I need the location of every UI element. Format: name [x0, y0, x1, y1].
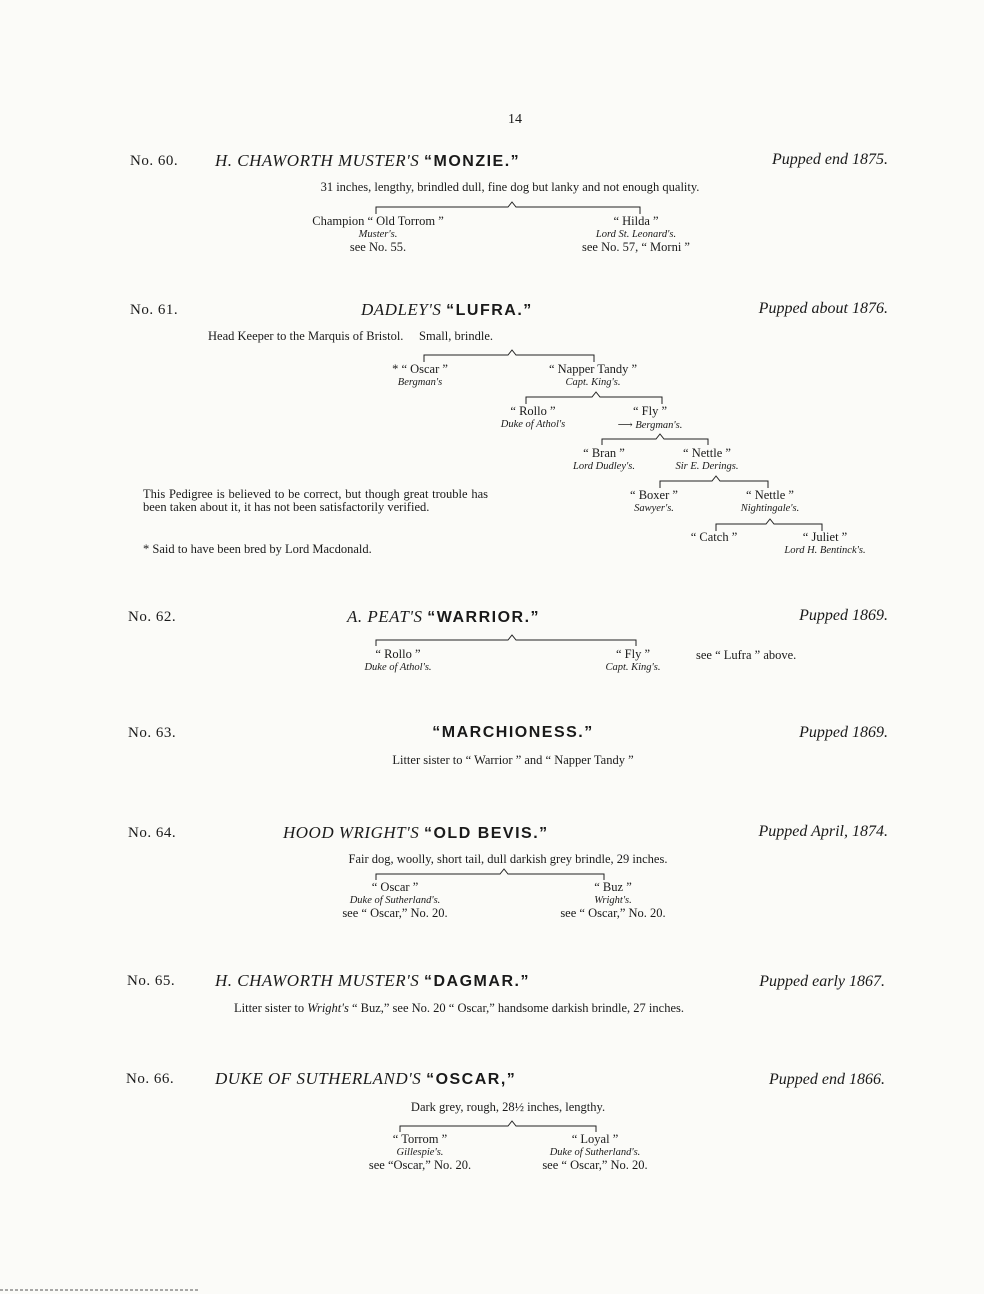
entry-61-sire [392, 362, 448, 388]
g5-dam-owner: Lord H. Bentinck's. [784, 545, 866, 556]
entry-66-sire [369, 1132, 471, 1173]
sire-owner: Duke of Athol's. [364, 662, 432, 673]
entry-60-number: No. 60. [130, 153, 179, 169]
sire-reference: see “ Oscar,” No. 20. [342, 906, 448, 920]
entry-61-g5-dam [784, 530, 865, 556]
entry-65-number: No. 65. [127, 973, 176, 989]
entry-64-dog-name: “OLD BEVIS.” [423, 825, 549, 842]
sire-owner: Gillespie's. [396, 1147, 444, 1158]
sire-reference: see “Oscar,” No. 20. [368, 1158, 472, 1172]
entry-61-description: Head Keeper to the Marquis of Bristol. Small, brindle. [208, 329, 494, 343]
g4-sire-owner: Sawyer's. [634, 503, 674, 514]
entry-62-reference: see “ Lufra ” above. [696, 648, 797, 662]
entry-61-pupped: Pupped about 1876. [758, 300, 888, 317]
entry-63-dog-name: “MARCHIONESS.” [432, 724, 594, 741]
granddam-owner-text: Bergman's. [635, 420, 683, 431]
granddam-owner [618, 419, 683, 431]
entry-66-dog-name: “OSCAR,” [426, 1071, 517, 1088]
sire-name: “ Rollo ” [375, 647, 421, 661]
g3-dam-name: “ Nettle ” [683, 446, 731, 460]
entry-66-owner: DUKE OF SUTHERLAND'S [215, 1069, 422, 1088]
entry-64-dam [560, 880, 665, 921]
entry-60-owner: H. CHAWORTH MUSTER'S [215, 151, 420, 170]
dam-owner: Duke of Sutherland's. [549, 1147, 641, 1158]
entry-64-description: Fair dog, woolly, short tail, dull darkish grey brindle, 29 inches. [348, 852, 668, 866]
entry-60-description: 31 inches, lengthy, brindled dull, fine dog but lanky and not enough quality. [320, 180, 700, 194]
entry-61-g4-dam [741, 488, 800, 514]
g3-sire-owner: Lord Dudley's. [573, 461, 635, 472]
entry-62-dam [605, 647, 660, 673]
sire-name: * “ Oscar ” [392, 362, 448, 376]
entry-61-owner: DADLEY'S [361, 300, 442, 319]
entry-62-number: No. 62. [128, 609, 177, 625]
entry-62-pupped: Pupped 1869. [799, 607, 888, 624]
entry-62-owner: A. PEAT'S [347, 607, 423, 626]
entry-60-sire [312, 214, 444, 255]
grandsire-name: “ Rollo ” [510, 404, 556, 418]
g5-dam-name: “ Juliet ” [802, 530, 848, 544]
sire-reference: see No. 55. [349, 240, 407, 254]
entry-61-number: No. 61. [130, 302, 179, 318]
entry-65-description [234, 1001, 684, 1016]
page-number: 14 [508, 112, 522, 127]
sire-owner: Duke of Sutherland's. [349, 895, 441, 906]
entry-64-heading [283, 823, 549, 843]
entry-61-granddam [618, 404, 683, 431]
dam-name: “ Loyal ” [571, 1132, 619, 1146]
entry-60-pupped: Pupped end 1875. [772, 151, 888, 168]
g4-sire-name: “ Boxer ” [630, 488, 678, 502]
entry-65-owner: H. CHAWORTH MUSTER'S [215, 971, 420, 990]
g3-sire-name: “ Bran ” [583, 446, 625, 460]
entry-65-dog-name: “DAGMAR.” [424, 973, 530, 990]
dam-name: “ Fly ” [615, 647, 651, 661]
granddam-name: “ Fly ” [632, 404, 668, 418]
entry-66-dam [542, 1132, 647, 1173]
sire-name: “ Oscar ” [371, 880, 419, 894]
entry-61-g3-dam [676, 446, 739, 472]
entry-61-heading [361, 300, 533, 320]
dam-reference: see No. 57, “ Morni ” [582, 240, 690, 254]
entry-61-dog-name: “LUFRA.” [446, 302, 533, 319]
desc-part-c: “ Buz,” see No. 20 “ Oscar,” handsome darkish brindle, 27 inches. [351, 1001, 684, 1015]
entry-61-grandsire [501, 404, 565, 430]
entry-64-pupped: Pupped April, 1874. [758, 823, 888, 840]
entry-61-g4-sire [630, 488, 678, 514]
dam-owner: Capt. King's. [565, 377, 621, 388]
entry-62-dog-name: “WARRIOR.” [427, 609, 541, 626]
entry-64-owner: HOOD WRIGHT'S [283, 823, 420, 842]
entry-66-number: No. 66. [126, 1071, 175, 1087]
entry-60-dam [582, 214, 690, 255]
dam-reference: see “ Oscar,” No. 20. [560, 906, 666, 920]
entry-66-heading [215, 1069, 516, 1089]
entry-66-pupped: Pupped end 1866. [769, 1071, 885, 1088]
dam-owner: Lord St. Leonard's. [595, 229, 677, 240]
dam-name: “ Buz ” [594, 880, 632, 894]
entry-63-number: No. 63. [128, 725, 177, 741]
entry-61-note: This Pedigree is believed to be correct, but though great trouble has been taken about it, it has not been satisfactorily verified. [143, 487, 488, 514]
dam-name: “ Hilda ” [613, 214, 659, 228]
dam-reference: see “ Oscar,” No. 20. [542, 1158, 648, 1172]
entry-63-pupped: Pupped 1869. [799, 724, 888, 741]
entry-64-number: No. 64. [128, 825, 177, 841]
arrow-icon: ⟶ [617, 420, 636, 431]
entry-61-dam [549, 362, 637, 388]
g5-sire-name: “ Catch ” [690, 530, 738, 544]
entry-60-heading [215, 151, 520, 171]
entry-66-description: Dark grey, rough, 28½ inches, lengthy. [410, 1100, 606, 1114]
dam-name: “ Napper Tandy ” [548, 362, 638, 376]
g4-dam-name: “ Nettle ” [746, 488, 794, 502]
sire-owner: Bergman's [397, 377, 443, 388]
grandsire-owner: Duke of Athol's [500, 419, 566, 430]
entry-64-sire [342, 880, 447, 921]
entry-60-dog-name: “MONZIE.” [424, 153, 521, 170]
entry-62-sire [364, 647, 431, 673]
entry-65-pupped: Pupped early 1867. [759, 973, 885, 990]
g4-dam-owner: Nightingale's. [740, 503, 800, 514]
dam-owner: Wright's. [594, 895, 632, 906]
dam-owner: Capt. King's. [605, 662, 661, 673]
sire-owner: Muster's. [358, 229, 398, 240]
entry-61-footnote: * Said to have been bred by Lord Macdonald. [143, 542, 372, 556]
entry-65-heading [215, 971, 530, 991]
entry-61-g3-sire [573, 446, 635, 472]
entry-62-heading [347, 607, 540, 627]
g3-dam-owner: Sir E. Derings. [675, 461, 739, 472]
sire-name: Champion “ Old Torrom ” [312, 214, 444, 228]
entry-61-g5-sire [691, 530, 738, 545]
desc-part-a: Litter sister to [234, 1001, 305, 1015]
entry-63-description: Litter sister to “ Warrior ” and “ Napper Tandy ” [392, 753, 634, 767]
sire-name: “ Torrom ” [392, 1132, 448, 1146]
desc-part-b: Wright's [307, 1001, 349, 1015]
